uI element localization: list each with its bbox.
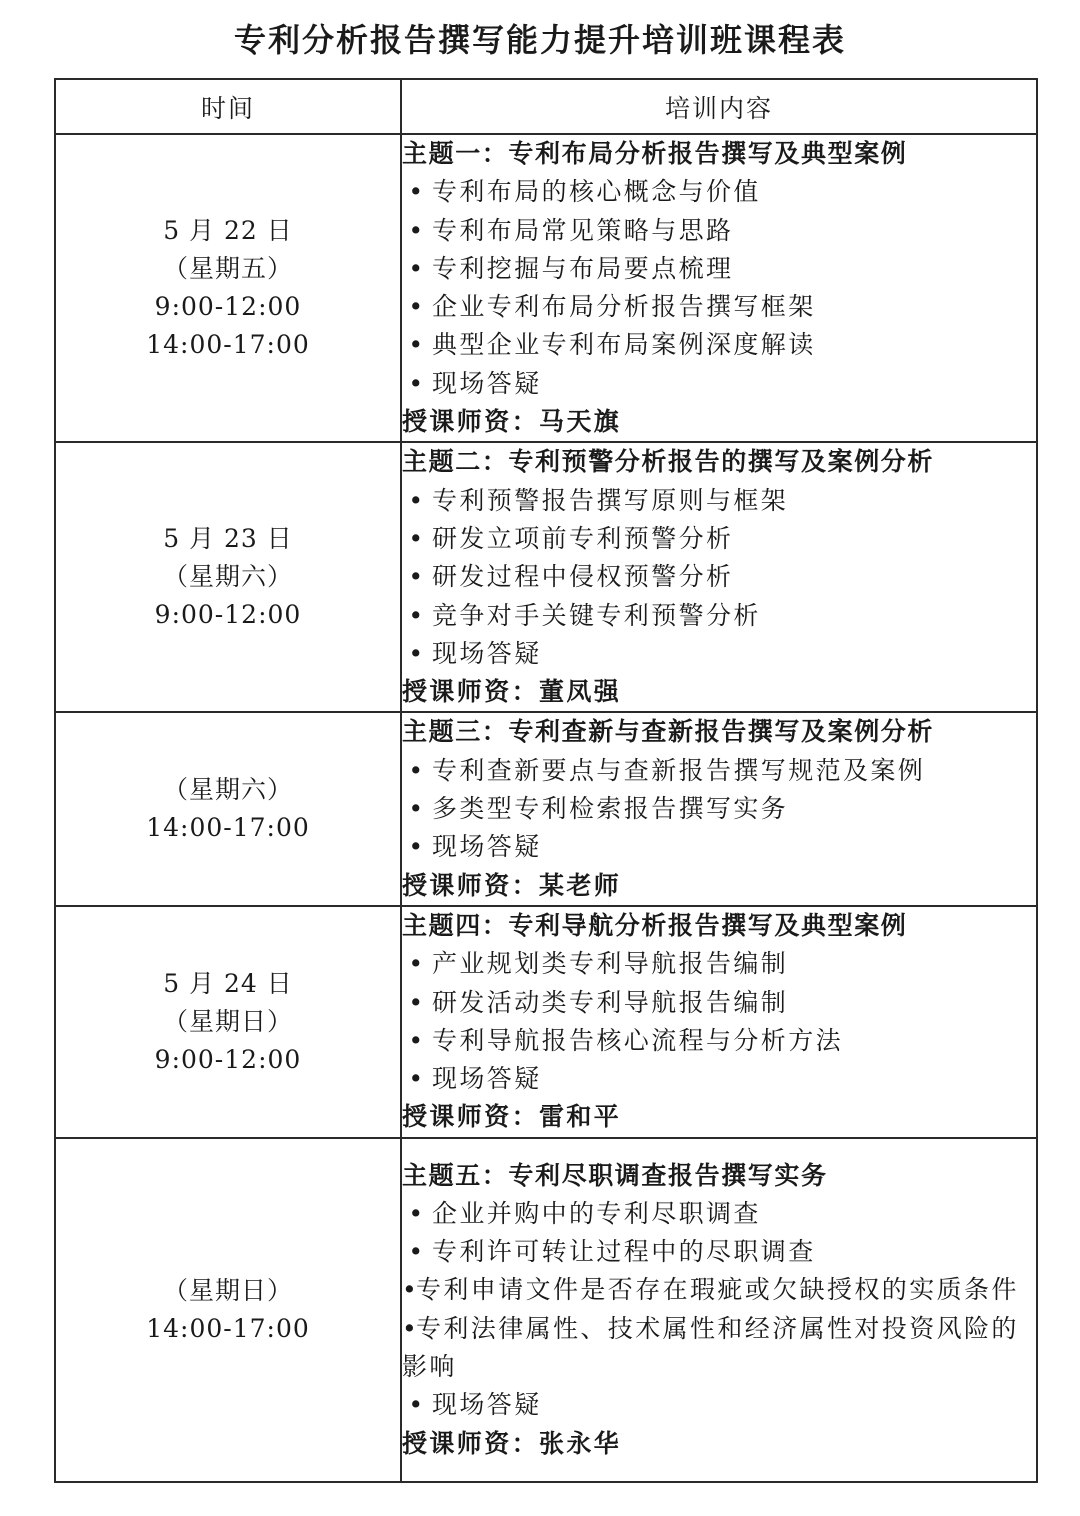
bullet-icon: • xyxy=(408,1064,426,1094)
table-row xyxy=(55,442,1037,712)
list-item xyxy=(402,752,1036,790)
list-item xyxy=(402,520,1036,558)
list-item xyxy=(402,1386,1036,1424)
list-item-text: 研发活动类专利导航报告编制 xyxy=(432,987,789,1017)
content-cell xyxy=(401,1138,1037,1482)
time-line: （星期五） xyxy=(162,254,293,284)
list-item xyxy=(402,984,1036,1022)
time-line: 5 月 23 日 xyxy=(163,524,293,554)
list-item xyxy=(402,597,1036,635)
time-line: 9:00-12:00 xyxy=(154,600,302,630)
instructor-line: 授课师资：雷和平 xyxy=(402,1102,622,1132)
content-cell xyxy=(401,712,1037,905)
topic-heading: 主题二：专利预警分析报告的撰写及案例分析 xyxy=(402,447,935,477)
time-line: 9:00-12:00 xyxy=(154,1044,302,1074)
time-cell xyxy=(55,134,401,442)
bullet-icon: • xyxy=(408,485,426,515)
list-item xyxy=(402,790,1036,828)
time-line: 14:00-17:00 xyxy=(146,813,310,843)
bullet-icon: • xyxy=(402,1275,420,1305)
bullet-icon: • xyxy=(408,523,426,553)
content-column-header: 培训内容 xyxy=(401,79,1037,134)
bullet-icon: • xyxy=(408,1025,426,1055)
list-item-text: 企业并购中的专利尽职调查 xyxy=(432,1198,761,1228)
bullet-icon: • xyxy=(408,562,426,592)
content-cell xyxy=(401,134,1037,442)
bullet-icon: • xyxy=(408,755,426,785)
topic-heading: 主题三：专利查新与查新报告撰写及案例分析 xyxy=(402,717,935,747)
bullet-icon: • xyxy=(408,368,426,398)
list-item-text: 专利预警报告撰写原则与框架 xyxy=(432,485,789,515)
list-item xyxy=(402,1060,1036,1098)
list-item xyxy=(402,1271,1036,1309)
list-item-text: 专利布局常见策略与思路 xyxy=(432,215,734,245)
bullet-icon: • xyxy=(402,1313,420,1343)
bullet-icon: • xyxy=(408,638,426,668)
list-item-text: 现场答疑 xyxy=(432,832,542,862)
bullet-icon: • xyxy=(408,215,426,245)
time-line: 9:00-12:00 xyxy=(154,292,302,322)
list-item-text: 企业专利布局分析报告撰写框架 xyxy=(432,292,816,322)
list-item xyxy=(402,212,1036,250)
time-line: 5 月 24 日 xyxy=(163,968,293,998)
bullet-icon: • xyxy=(408,177,426,207)
list-item-text: 专利挖掘与布局要点梳理 xyxy=(432,253,734,283)
list-item xyxy=(402,288,1036,326)
list-item xyxy=(402,250,1036,288)
list-item xyxy=(402,945,1036,983)
schedule-table xyxy=(54,78,1038,1483)
bullet-icon: • xyxy=(408,1198,426,1228)
list-item-text: 竞争对手关键专利预警分析 xyxy=(432,600,761,630)
list-item-text: 研发立项前专利预警分析 xyxy=(432,523,734,553)
list-item-text: 现场答疑 xyxy=(432,638,542,668)
list-item-text: 专利布局的核心概念与价值 xyxy=(432,177,761,207)
list-item-text: 研发过程中侵权预警分析 xyxy=(432,562,734,592)
table-header-row xyxy=(55,79,1037,134)
list-item-text: 专利法律属性、技术属性和经济属性对投资风险的影响 xyxy=(402,1313,1019,1382)
list-item xyxy=(402,365,1036,403)
list-item xyxy=(402,1022,1036,1060)
time-line: （星期日） xyxy=(162,1006,293,1036)
bullet-icon: • xyxy=(408,987,426,1017)
table-row xyxy=(55,712,1037,905)
list-item xyxy=(402,828,1036,866)
topic-heading: 主题一：专利布局分析报告撰写及典型案例 xyxy=(402,139,908,168)
table-row xyxy=(55,1138,1037,1482)
instructor-line: 授课师资：董凤强 xyxy=(402,677,622,707)
instructor-line: 授课师资：马天旗 xyxy=(402,407,622,437)
bullet-icon: • xyxy=(408,832,426,862)
topic-heading: 主题四：专利导航分析报告撰写及典型案例 xyxy=(402,910,908,940)
table-row xyxy=(55,906,1037,1138)
time-line: 14:00-17:00 xyxy=(146,330,310,360)
list-item xyxy=(402,1195,1036,1233)
bullet-icon: • xyxy=(408,794,426,824)
list-item-text: 专利导航报告核心流程与分析方法 xyxy=(432,1025,844,1055)
time-line: （星期日） xyxy=(162,1275,293,1305)
list-item xyxy=(402,482,1036,520)
list-item-text: 现场答疑 xyxy=(432,1390,542,1420)
time-cell xyxy=(55,906,401,1138)
content-cell xyxy=(401,906,1037,1138)
time-line: （星期六） xyxy=(162,562,293,592)
list-item-text: 专利许可转让过程中的尽职调查 xyxy=(432,1237,816,1267)
bullet-icon: • xyxy=(408,253,426,283)
time-cell xyxy=(55,712,401,905)
list-item-text: 专利申请文件是否存在瑕疵或欠缺授权的实质条件 xyxy=(416,1275,1019,1305)
list-item-text: 现场答疑 xyxy=(432,1064,542,1094)
schedule-body xyxy=(55,134,1037,1482)
time-line: 5 月 22 日 xyxy=(163,216,293,246)
list-item xyxy=(402,1310,1036,1387)
time-cell xyxy=(55,442,401,712)
bullet-icon: • xyxy=(408,949,426,979)
table-row xyxy=(55,134,1037,442)
list-item xyxy=(402,326,1036,364)
time-line: 14:00-17:00 xyxy=(146,1313,310,1343)
bullet-icon: • xyxy=(408,330,426,360)
document-title: 专利分析报告撰写能力提升培训班课程表 xyxy=(233,21,846,59)
list-item xyxy=(402,173,1036,211)
bullet-icon: • xyxy=(408,292,426,322)
content-cell xyxy=(401,442,1037,712)
list-item xyxy=(402,558,1036,596)
time-column-header: 时间 xyxy=(55,79,401,134)
topic-heading: 主题五：专利尽职调查报告撰写实务 xyxy=(402,1160,828,1190)
bullet-icon: • xyxy=(408,1390,426,1420)
list-item-text: 现场答疑 xyxy=(432,368,542,398)
list-item-text: 产业规划类专利导航报告编制 xyxy=(432,949,789,979)
instructor-line: 授课师资：张永华 xyxy=(402,1428,622,1458)
list-item-text: 典型企业专利布局案例深度解读 xyxy=(432,330,816,360)
list-item-text: 专利查新要点与查新报告撰写规范及案例 xyxy=(432,755,926,785)
list-item-text: 多类型专利检索报告撰写实务 xyxy=(432,794,789,824)
bullet-icon: • xyxy=(408,1237,426,1267)
time-line: （星期六） xyxy=(162,775,293,805)
list-item xyxy=(402,635,1036,673)
time-cell xyxy=(55,1138,401,1482)
instructor-line: 授课师资：某老师 xyxy=(402,870,622,900)
list-item xyxy=(402,1233,1036,1271)
bullet-icon: • xyxy=(408,600,426,630)
